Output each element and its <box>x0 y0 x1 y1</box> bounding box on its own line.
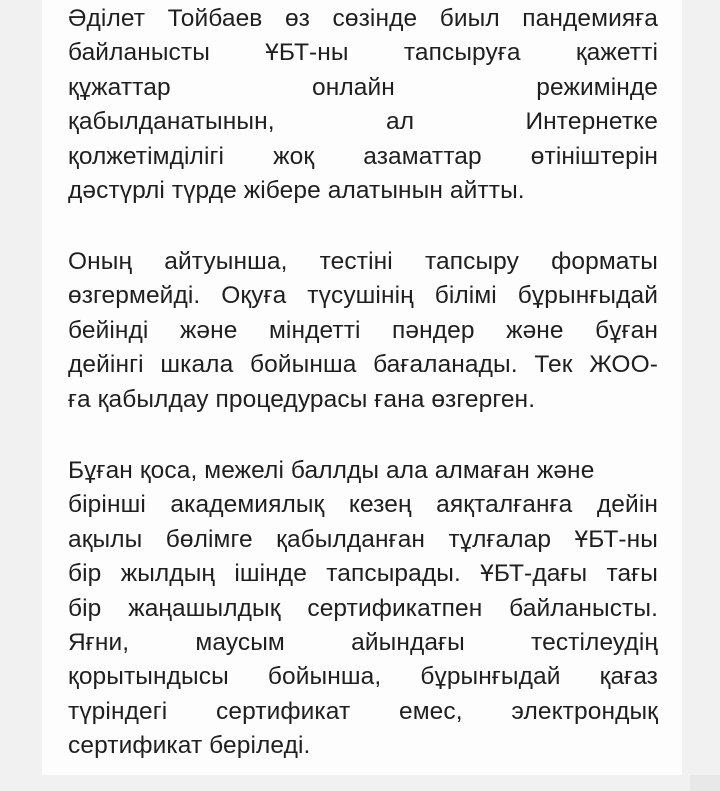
paragraph-line: ақылы бөлімге қабылданған тұлғалар ҰБТ-ны <box>68 525 658 553</box>
paragraph-line: қабылданатынын, ал Интернетке <box>68 108 658 136</box>
document-page <box>42 0 682 775</box>
paragraph-2 <box>68 245 658 417</box>
paragraph-line: Бұған қоса, межелі баллды ала алмаған және <box>68 457 595 484</box>
paragraph-line: сертификат беріледі. <box>68 732 311 760</box>
paragraph-line: құжаттар онлайн режимінде <box>68 73 658 101</box>
paragraph-line: қорытындысы бойынша, бұрынғыдай қағаз <box>68 663 658 691</box>
paragraph-line: бір жылдың ішінде тапсырады. ҰБТ-дағы тағы <box>68 560 658 588</box>
paragraph-line: байланысты ҰБТ-ны тапсыруға қажетті <box>68 39 658 67</box>
paragraph-3 <box>68 454 658 764</box>
paragraph-1 <box>68 2 658 208</box>
paragraph-line: өзгермейді. Оқуға түсушінің білімі бұрынғыдай <box>68 282 658 310</box>
paragraph-line: дәстүрлі түрде жібере алатынын айтты. <box>68 176 525 204</box>
paragraph-line: дейінгі шкала бойынша бағаланады. Тек ЖОО- <box>68 351 658 379</box>
paragraph-line: ға қабылдау процедурасы ғана өзгерген. <box>68 385 536 413</box>
paragraph-line: Яғни, маусым айындағы тестілеудің <box>68 628 658 656</box>
paragraph-line: қолжетімділігі жоқ азаматтар өтініштерін <box>68 142 658 170</box>
paragraph-line: Әділет Тойбаев өз сөзінде биыл пандемияға <box>68 5 658 32</box>
paragraph-line: Оның айтуынша, тестіні тапсыру форматы <box>68 248 658 275</box>
paragraph-line: түріндегі сертификат емес, электрондық <box>68 697 658 725</box>
paragraph-line: бірінші академиялық кезең аяқталғанға дейін <box>68 491 658 519</box>
corner-fold <box>690 775 720 791</box>
paragraph-line: бейінді және міндетті пәндер және бұған <box>68 316 658 344</box>
paragraph-line: бір жаңашылдық сертификатпен байланысты. <box>68 594 658 622</box>
